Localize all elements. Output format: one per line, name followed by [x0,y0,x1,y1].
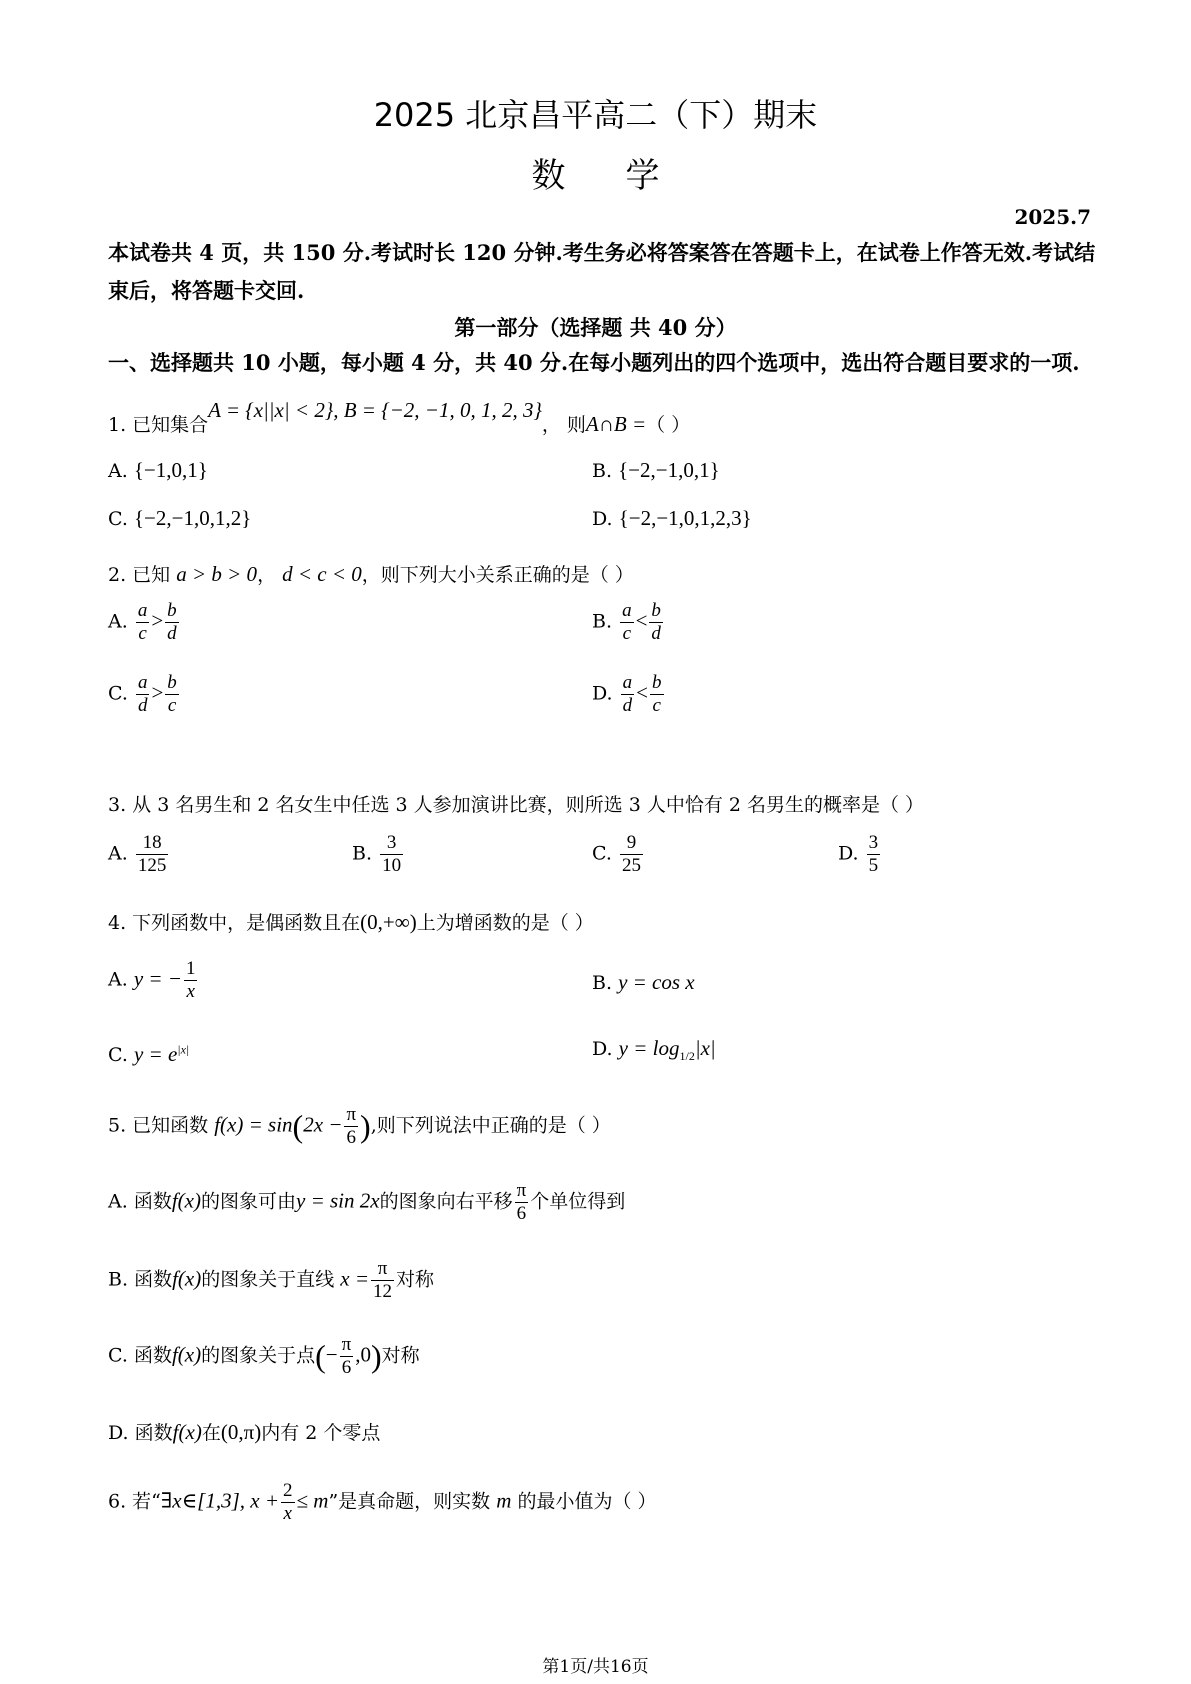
question-6-stem: 6. 若“∃x∈[1,3], x + $\frac{2}{x}$ ≤ m”是真命题，则实数 m 的最小值为（ ） [108,1480,657,1524]
question-2-option-a[interactable]: A. $\frac{a}{c}$ > $\frac{b}{d}$ [108,600,177,644]
question-3-stem: 3. 从 3 名男生和 2 名女生中任选 3 人参加演讲比赛，则所选 3 人中恰有 2 名男生的概率是（ ） [108,794,925,816]
question-3-option-a[interactable]: A. $\frac{18}{125}$ [108,832,167,876]
question-2-option-b[interactable]: B. $\frac{a}{c}$ < $\frac{b}{d}$ [592,600,661,644]
question-2-option-d[interactable]: D. $\frac{a}{d}$ < $\frac{b}{c}$ [592,672,662,716]
question-4-option-b[interactable]: B. y = cos x [592,970,695,994]
question-1-stem: 1. 已知集合A = {x||x| < 2}, B = {−2, −1, 0, 1, 2, 3}， 则A∩B =（ ） [108,398,691,436]
question-3-option-d[interactable]: D. $\frac{3}{5}$ [838,832,879,876]
question-1-option-b[interactable]: B. {−2,−1,0,1} [592,458,720,482]
question-5-stem: 5. 已知函数 f(x) = sin(2x − $\frac{\pi}{6}$ ),则下列说法中正确的是（ ） [108,1104,611,1148]
question-2-stem: 2. 已知 a > b > 0， d < c < 0，则下列大小关系正确的是（ ） [108,562,634,586]
page-title: 2025 北京昌平高二（下）期末 [373,96,818,134]
section-title: 一、选择题共 10 小题，每小题 4 分，共 40 分.在每小题列出的四个选项中，选出符合题目要求的一项. [108,350,1080,375]
question-5-option-c[interactable]: C. 函数f(x)的图象关于点(− $\frac{\pi}{6}$ ,0)对称 [108,1334,420,1378]
question-1-option-d[interactable]: D. {−2,−1,0,1,2,3} [592,506,752,530]
question-4-option-c[interactable]: C. $y = e^{|x|}$ [108,1042,190,1066]
subject-title: 数学 [531,156,720,196]
intro-instructions: 本试卷共 4 页，共 150 分.考试时长 120 分钟.考生务必将答案答在答题卡上，在试卷上作答无效.考试结束后，将答题卡交回. [108,240,1096,303]
question-5-option-b[interactable]: B. 函数f(x)的图象关于直线 x = $\frac{\pi}{12}$ 对称 [108,1258,435,1302]
question-5-option-d[interactable]: D. 函数f(x)在(0,π)内有 2 个零点 [108,1420,381,1444]
exam-date: 2025.7 [1014,205,1091,229]
question-5-option-a[interactable]: A. 函数f(x)的图象可由y = sin 2x的图象向右平移 $\frac{\pi}{6}$ 个单位得到 [108,1180,626,1224]
question-3-option-b[interactable]: B. $\frac{3}{10}$ [352,832,402,876]
question-4-stem: 4. 下列函数中，是偶函数且在(0,+∞)上为增函数的是（ ） [108,910,594,934]
question-4-option-a[interactable]: A. y = − $\frac{1}{x}$ [108,958,196,1002]
question-1-option-c[interactable]: C. {−2,−1,0,1,2} [108,506,252,530]
question-3-option-c[interactable]: C. $\frac{9}{25}$ [592,832,641,876]
page-footer: 第1页/共16页 [542,1657,649,1677]
question-2-option-c[interactable]: C. $\frac{a}{d}$ > $\frac{b}{c}$ [108,672,177,716]
part-title: 第一部分（选择题 共 40 分） [454,315,737,340]
question-4-option-d[interactable]: D. $y = \log_{1/2}|x|$ [592,1036,716,1063]
question-1-option-a[interactable]: A. {−1,0,1} [108,458,208,482]
